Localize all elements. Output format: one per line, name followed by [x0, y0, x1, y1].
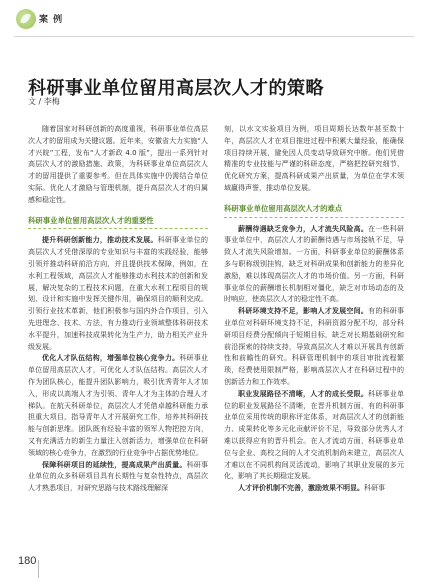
author-byline: 文 / 李梅 — [28, 97, 60, 106]
paragraph — [224, 224, 404, 307]
left-column — [28, 124, 208, 495]
paragraph-lead: 人才评价机制不完善，激励效果不明显。 — [238, 484, 364, 493]
header-bar — [0, 0, 427, 36]
paragraph-lead: 提升科研创新能力，推动技术发展。 — [42, 236, 158, 245]
right-column — [224, 124, 404, 495]
paragraph-body: 科研事业单位留用高层次人才，可优化人才队伍结构。高层次人才作为团队核心，能提升团队影响力，吸引优秀青年人才加入，形成以高端人才为引领、青年人才为主体的合理人才梯队。在航天科研单位，高层次人才凭借卓越科研能力承担重大项目，指导青年人才开展研究工作，培养其科研技能与创新思维。团队既有经验丰富的领军人物把控方向，又有充满活力的新生力量注入创新活力，增强单位在科研领域的核心竞争力，在激烈的行业竞争中占据优势地位。 — [28, 354, 209, 457]
paragraph — [224, 483, 404, 495]
paragraph — [224, 306, 404, 389]
section-heading-difficulties: 科研事业单位留用高层次人才的难点 — [224, 203, 404, 218]
paragraph-body: 科研事业单位的职业发展路径不清晰，在晋升机制方面，有的科研事业单位采用传统的职称评定体系，对高层次人才的创新能力、成果转化等多元化贡献评价不足，导致部分优秀人才难以获得应有的晋升机会。在人才流动方面，科研事业单位与企业、高校之间的人才交流机制尚未建立，高层次人才难以在不同机构间灵活流动，影响了其职业发展的多元化，影响了其长期稳定发展。 — [224, 389, 405, 481]
paragraph-lead: 薪酬待遇缺乏竞争力，人才流失风险高。 — [238, 224, 369, 233]
paragraph-lead: 优化人才队伍结构，增强单位核心竞争力。 — [42, 354, 180, 363]
page-number: 180 — [18, 555, 37, 567]
paragraph — [224, 389, 404, 483]
paragraph-lead: 科研环境支持不足，影响人才发展空间。 — [238, 307, 369, 316]
paragraph — [28, 460, 208, 495]
paragraph — [28, 353, 208, 459]
paragraph-body: 科研事业单位的众多科研项目具有长期性与复杂性特点，高层次人才熟悉项目，对研究思路与技术路线理解深 — [28, 460, 209, 493]
leaf-logo-icon — [16, 9, 36, 29]
paragraph-body: 有的科研事业单位对科研环境支持不足，科研资源分配不均，部分科研项目经费分配倾向于短期目标，缺乏对长期基础研究和前沿探索的持续支持，导致高层次人才难以开展具有创新性和前瞻性的研究。科研管理机制中的项目审批流程繁琐，经费使用限制严格，影响高层次人才在科研过程中的创新活力和工作效率。 — [224, 307, 405, 386]
paragraph-body: 在一些科研事业单位中，高层次人才的薪酬待遇与市场接轨不足，导致人才流失风险增加。一方面，科研事业单位的薪酬体系多与职称级别挂钩，缺乏对科研成果和创新能力的差异化激励，难以体现高层次人才的市场价值。另一方面，科研事业单位的薪酬增长机制相对僵化，缺乏对市场动态的及时响应，使高层次人才的稳定性不高。 — [224, 224, 405, 304]
paragraph-lead: 职业发展路径不清晰，人才的成长受限。 — [238, 389, 369, 398]
paragraph — [28, 235, 208, 353]
paragraph-lead: 保障科研项目的延续性，提高成果产出质量。 — [42, 460, 187, 469]
section-heading-importance: 科研事业单位留用高层次人才的重要性 — [28, 215, 208, 230]
header-divider — [14, 36, 414, 37]
intro-paragraph: 随着国家对科研创新的高度重视，科研事业单位高层次人才的留用成为关键议题。近年来，安徽省大力实施“人才兴皖”工程，发布“人才新政 4.0 版”，提出一系列针对高层次人才的激励措施、政策，为科研事业单位高层次人才的留用提供了重要参考。但在具体实施中仍需结合单位实际。优化人才激励与管理机制，提升高层次人才的归属感和稳定性。 — [28, 125, 208, 204]
page-number-divider — [38, 560, 39, 578]
paragraph-body: 科研事 — [364, 484, 385, 493]
continued-paragraph: 刻，以水文实验项目为例，项目周期长达数年甚至数十年，高层次人才在项目推进过程中积累大量经验，能确保项目持续开展，避免因人员变动导致研究中断。他们凭借精准的专业技能与严谨的科研态度，严格把控研究细节，优化研究方案，提高科研成果产出质量，为单位在学术领域赢得声誉，推动单位发展。 — [224, 125, 404, 192]
paragraph-body: 科研事业单位的高层次人才凭借深厚的专业知识与丰富的实践经验，能够引领并推动科研前沿方向，并且提供技术保障，例如，在水利工程领域，高层次人才能够推动水利技术的创新和发展，解决复杂的工程技术问题，在重大水利工程项目的规划、设计和实施中发挥关键作用，确保项目的顺利完成。引领行业技术革新，他们积极参与国内外合作项目，引入先进理念、技术、方法，有力推动行业领域整体科研技术水平提升，加速科技成果转化为生产力，助力相关产业升级发展。 — [28, 236, 209, 351]
article-title: 科研事业单位留用高层次人才的策略 — [28, 78, 324, 99]
section-tag: 案 例 — [39, 15, 64, 25]
